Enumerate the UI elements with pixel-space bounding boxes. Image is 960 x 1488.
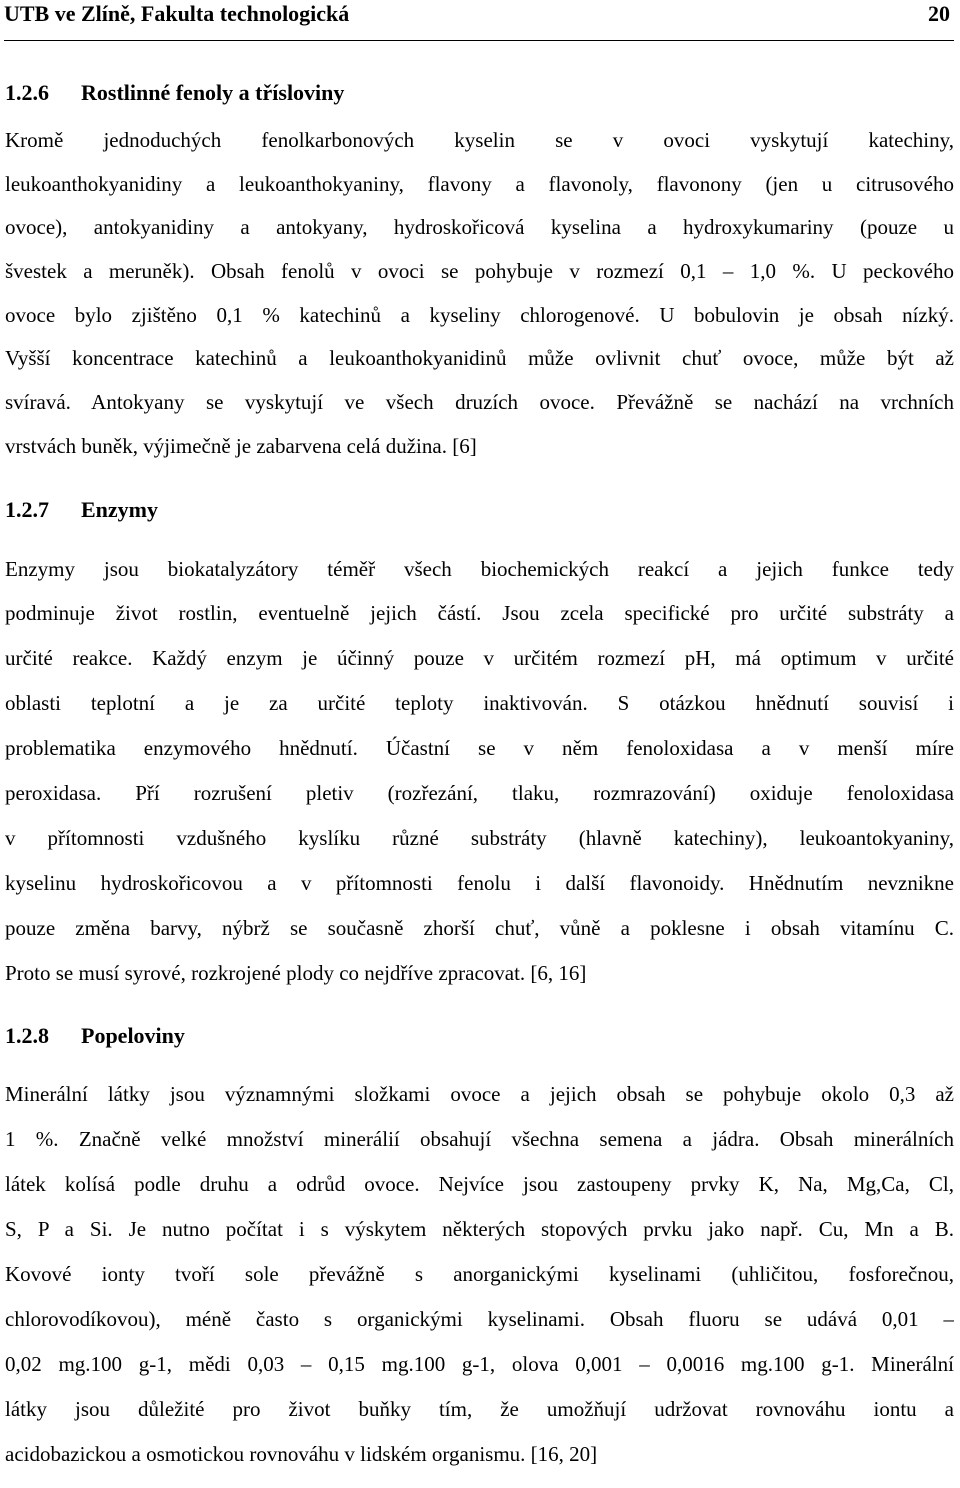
text-line: oblasti teplotní a je za určité teploty inaktivován. S otázkou hnědnutí souvisí i: [5, 691, 954, 716]
text-line: vrstvách buněk, výjimečně je zabarvena celá dužina. [6]: [5, 433, 477, 458]
paragraph-rostlinne-fenoly: [5, 119, 954, 469]
text-line: problematika enzymového hnědnutí. Účastní se v něm fenoloxidasa a v menší míre: [5, 736, 954, 761]
section-heading-1-2-7: [5, 495, 954, 525]
paragraph-enzymy: [5, 547, 954, 996]
text-line: kyselinu hydroskořicovou a v přítomnosti fenolu i další flavonoidy. Hnědnutím nevznikne: [5, 870, 954, 895]
header-title: UTB ve Zlíně, Fakulta technologická: [4, 1, 350, 26]
page-number: 20: [928, 1, 950, 26]
text-line: Vyšší koncentrace katechinů a leukoanthokyanidinů může ovlivnit chuť ovoce, může být až: [5, 346, 954, 371]
text-line: látky jsou důležité pro život buňky tím, že umožňují udržovat rovnováhu iontu a: [5, 1396, 954, 1421]
text-line: chlorovodíkovou), méně často s organickými kyselinami. Obsah fluoru se udává 0,01 –: [5, 1306, 954, 1331]
section-heading-1-2-6: [5, 78, 954, 108]
text-line: acidobazickou a osmotickou rovnováhu v lidském organismu. [16, 20]: [5, 1441, 598, 1466]
text-line: Kovové ionty tvoří sole převážně s anorganickými kyselinami (uhličitou, fosforečnou,: [5, 1261, 954, 1286]
text-line: látek kolísá podle druhu a odrůd ovoce. Nejvíce jsou zastoupeny prvky K, Na, Mg,Ca, Cl,: [5, 1172, 954, 1197]
text-line: Proto se musí syrové, rozkrojené plody co nejdříve zpracovat. [6, 16]: [5, 960, 587, 985]
text-line: svíravá. Antokyany se vyskytují ve všech druzích ovoce. Převážně se nachází na vrchních: [5, 390, 954, 415]
text-line: švestek a meruněk). Obsah fenolů v ovoci se pohybuje v rozmezí 0,1 – 1,0 %. U peckového: [5, 259, 954, 284]
section-title: Enzymy: [81, 496, 158, 522]
section-heading-1-2-8: [5, 1021, 954, 1051]
text-line: pouze změna barvy, nýbrž se současně zhorší chuť, vůně a poklesne i obsah vitamínu C.: [5, 915, 954, 940]
text-line: S, P a Si. Je nutno počítat i s výskytem některých stopových prvku jako např. Cu, Mn a B.: [5, 1217, 954, 1242]
section-number: 1.2.6: [5, 80, 49, 105]
section-number: 1.2.8: [5, 1023, 49, 1049]
text-line: podminuje život rostlin, eventuelně jejich částí. Jsou zcela specifické pro určité substráty a: [5, 601, 954, 626]
section-title: Popeloviny: [81, 1023, 185, 1049]
text-line: Minerální látky jsou významnými složkami ovoce a jejich obsah se pohybuje okolo 0,3 až: [5, 1082, 954, 1107]
text-line: v přítomnosti vzdušného kyslíku různé substráty (hlavně katechiny), leukoantokyaniny,: [5, 825, 954, 850]
document-body: [5, 78, 954, 1476]
text-line: Kromě jednoduchých fenolkarbonových kyselin se v ovoci vyskytují katechiny,: [5, 128, 954, 152]
text-line: ovoce bylo zjištěno 0,1 % katechinů a kyseliny chlorogenové. U bobulovin je obsah nízký.: [5, 302, 954, 327]
text-line: 0,02 mg.100 g-1, mědi 0,03 – 0,15 mg.100 g-1, olova 0,001 – 0,0016 mg.100 g-1. Minerální: [5, 1351, 954, 1376]
paragraph-popeloviny: [5, 1072, 954, 1476]
text-line: peroxidasa. Pří rozrušení pletiv (rozřezání, tlaku, rozmrazování) oxiduje fenoloxidasa: [5, 780, 954, 805]
section-number: 1.2.7: [5, 496, 49, 522]
page-header: [4, 0, 954, 41]
text-line: ovoce), antokyanidiny a antokyany, hydroskořicová kyselina a hydroxykumariny (pouze u: [5, 215, 954, 240]
section-title: Rostlinné fenoly a třísloviny: [81, 80, 345, 105]
text-line: leukoanthokyanidiny a leukoanthokyaniny, flavony a flavonoly, flavonony (jen u citrusového: [5, 171, 954, 196]
text-line: Enzymy jsou biokatalyzátory téměř všech biochemických reakcí a jejich funkce tedy: [5, 556, 954, 581]
text-line: určité reakce. Každý enzym je účinný pouze v určitém rozmezí pH, má optimum v určité: [5, 646, 954, 671]
text-line: 1 %. Značně velké množství minerálií obsahují všechna semena a jádra. Obsah minerálních: [5, 1127, 954, 1152]
